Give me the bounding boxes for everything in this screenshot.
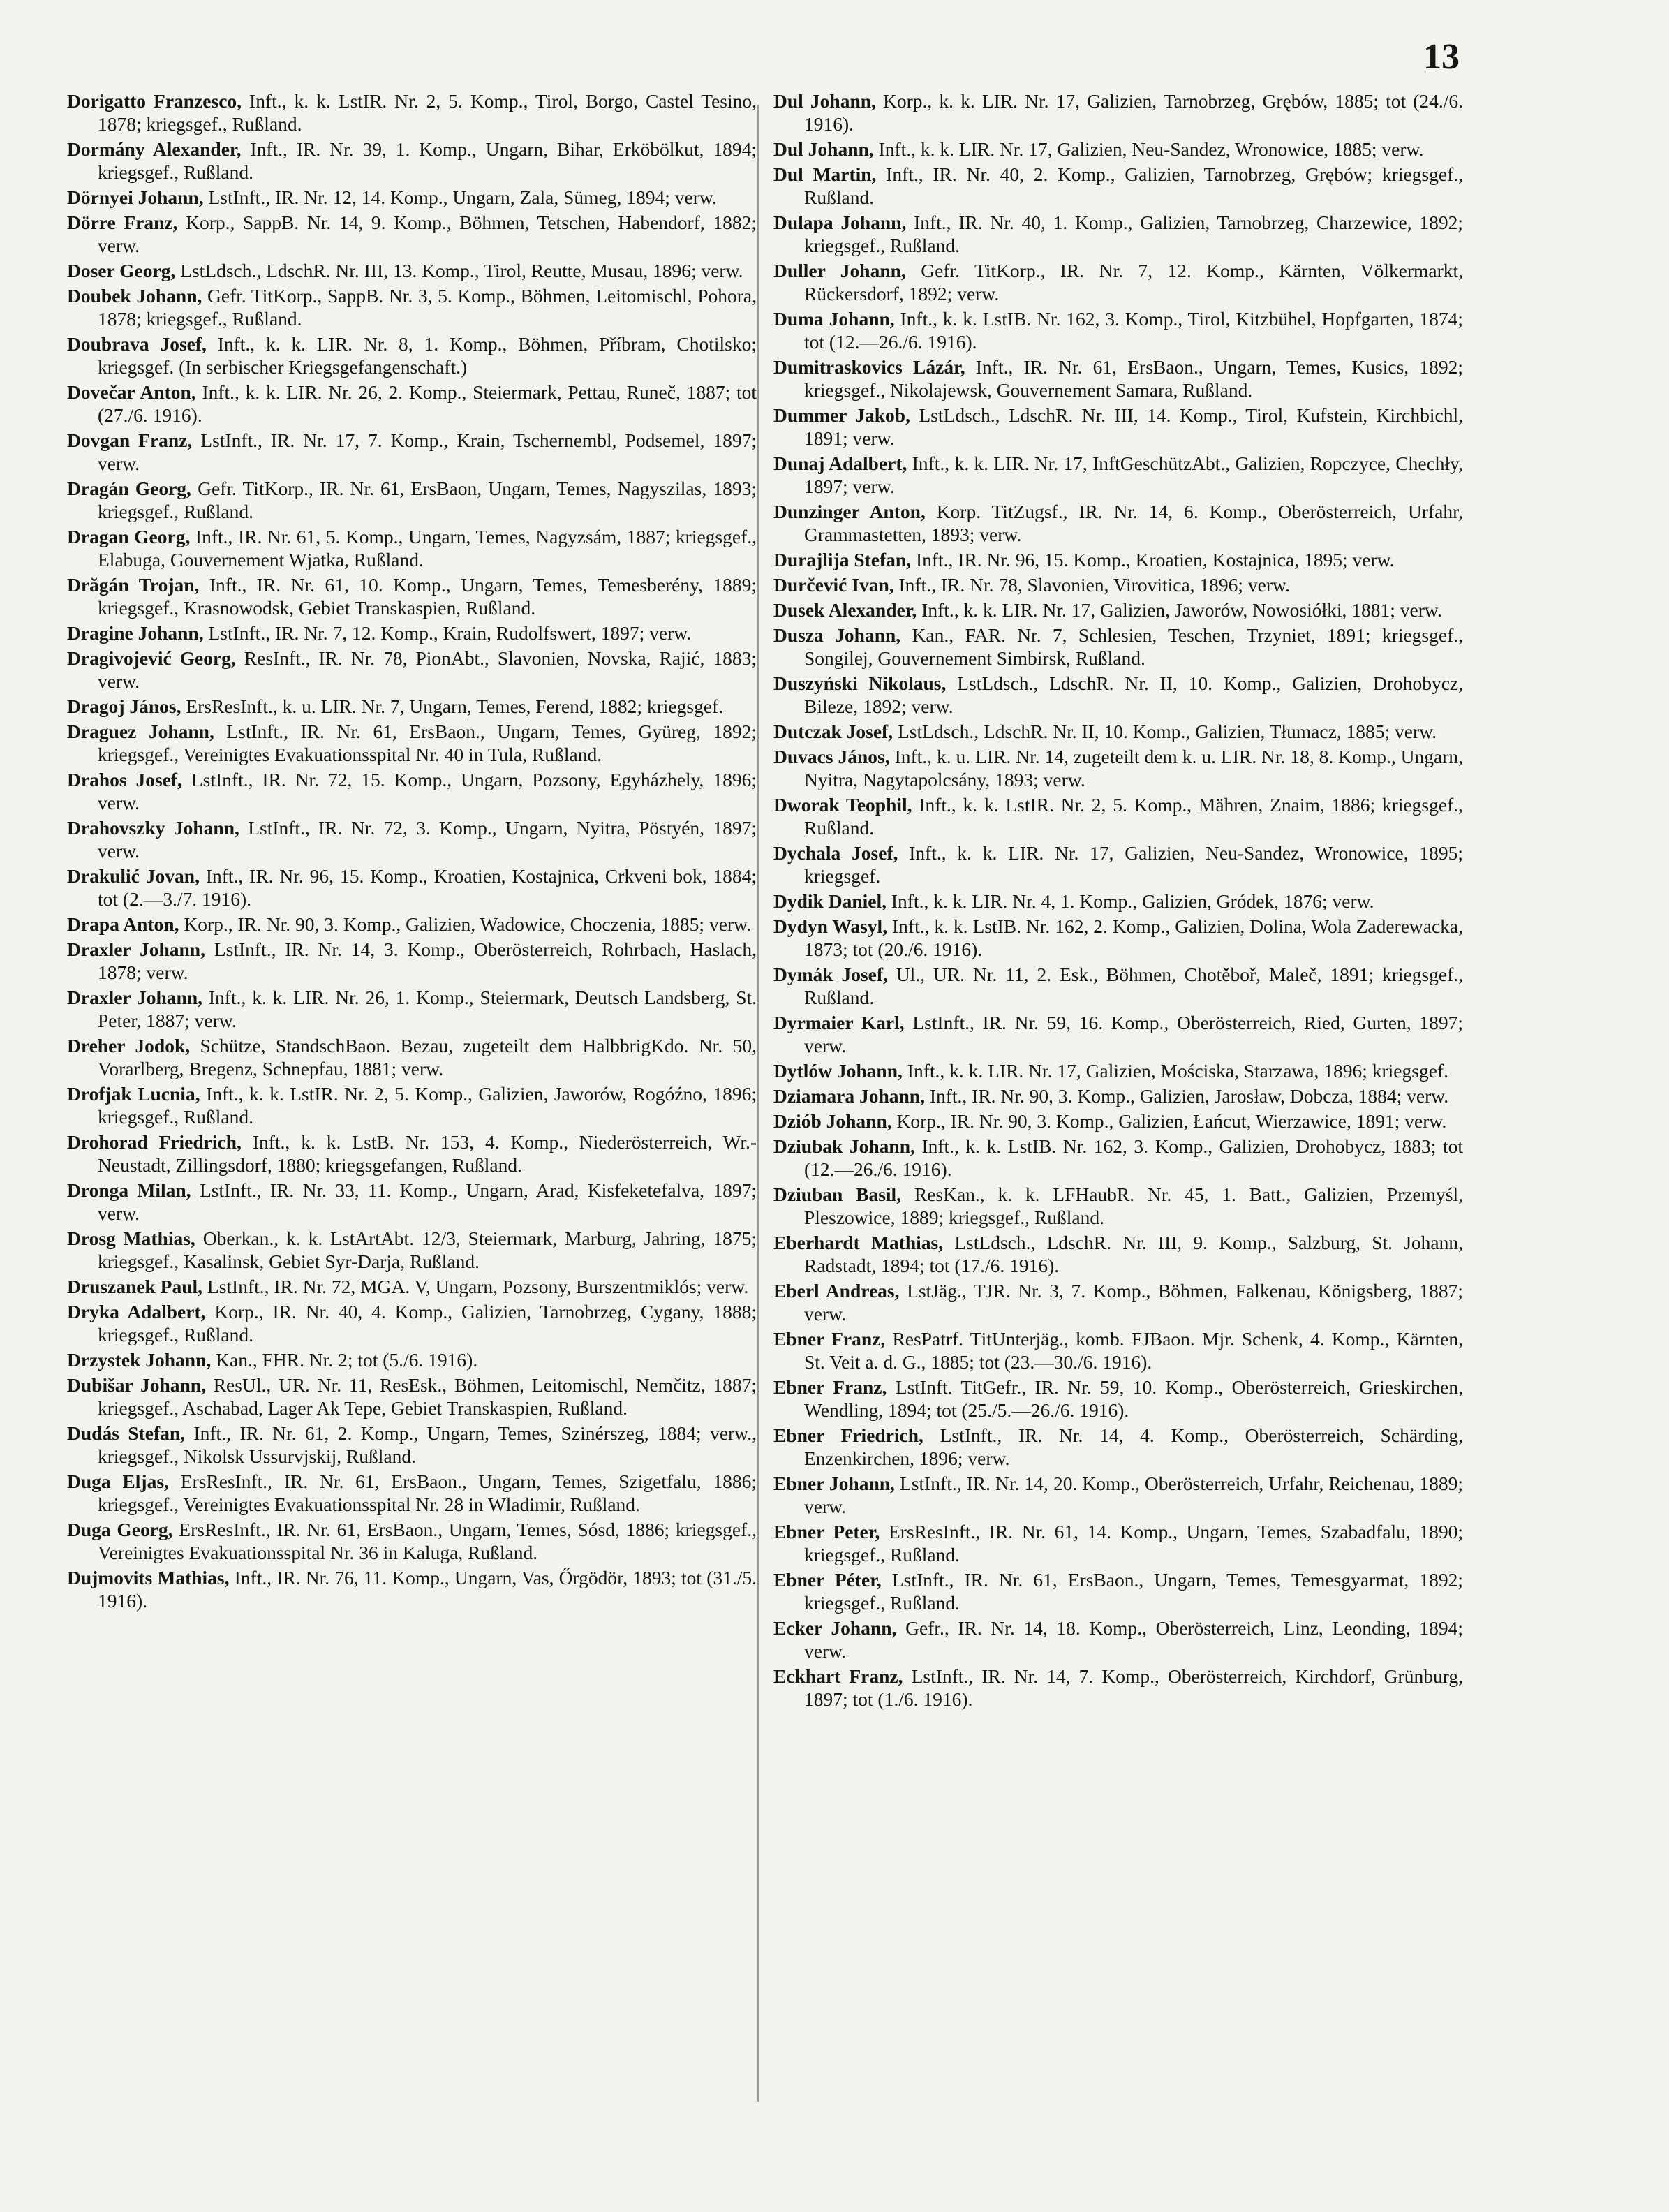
list-item: [773, 1279, 1463, 1325]
entry-name: Dunzinger Anton,: [773, 501, 926, 522]
entry-details: Korp., IR. Nr. 90, 3. Komp., Galizien, Wadowice, Choczenia, 1885; verw.: [184, 913, 752, 935]
list-item: [67, 1034, 757, 1080]
entry-name: Doubrava Josef,: [67, 333, 207, 355]
entry-name: Drakulić Jovan,: [67, 865, 200, 887]
entry-details: ErsResInft., IR. Nr. 61, ErsBaon., Ungarn, Temes, Sósd, 1886; kriegsgef., Vereinigtes Evakuationsspital Nr. 36 in Kaluga, Rußland.: [98, 1519, 757, 1563]
entry-details: LstLdsch., LdschR. Nr. II, 10. Komp., Galizien, Drohobycz, Bileze, 1892; verw.: [804, 672, 1463, 717]
list-item: [67, 913, 757, 936]
list-item: [773, 1231, 1463, 1277]
list-item: [67, 938, 757, 984]
entry-name: Dusza Johann,: [773, 624, 901, 646]
entry-name: Dytlów Johann,: [773, 1060, 903, 1082]
entry-name: Dziób Johann,: [773, 1110, 892, 1132]
list-item: [773, 1616, 1463, 1662]
entry-details: ErsResInft., k. u. LIR. Nr. 7, Ungarn, Temes, Ferend, 1882; kriegsgef.: [186, 695, 724, 717]
entry-name: Dul Martin,: [773, 163, 877, 185]
list-item: [67, 864, 757, 910]
entry-details: Inft., IR. Nr. 61, ErsBaon., Ungarn, Temes, Kusics, 1892; kriegsgef., Nikolajewsk, Gouvernement Samara, Rußland.: [804, 356, 1463, 401]
entry-details: Inft., IR. Nr. 40, 2. Komp., Galizien, Tarnobrzeg, Grębów; kriegsgef., Rußland.: [804, 163, 1463, 208]
entry-name: Duma Johann,: [773, 308, 895, 330]
entry-name: Drohorad Friedrich,: [67, 1131, 242, 1153]
entry-name: Duvacs János,: [773, 746, 890, 767]
entry-details: Gefr. TitKorp., IR. Nr. 7, 12. Komp., Kärnten, Völkermarkt, Rückersdorf, 1892; verw.: [804, 260, 1463, 304]
entry-details: Inft., k. k. LstB. Nr. 153, 4. Komp., Niederösterreich, Wr.-Neustadt, Zillingsdorf, 1880; kriegsgefangen, Rußland.: [98, 1131, 757, 1176]
list-item: [67, 381, 757, 427]
list-item: [67, 284, 757, 330]
entry-name: Drosg Mathias,: [67, 1227, 195, 1249]
entry-details: Inft., k. k. LstIB. Nr. 162, 3. Komp., Galizien, Drohobycz, 1883; tot (12.—26./6. 1916).: [804, 1135, 1463, 1180]
entry-name: Duga Georg,: [67, 1519, 173, 1540]
left-column: [67, 89, 757, 2142]
list-item: [773, 890, 1463, 913]
entry-details: LstLdsch., LdschR. Nr. III, 9. Komp., Salzburg, St. Johann, Radstadt, 1894; tot (17./6. 1916).: [804, 1232, 1463, 1276]
entry-name: Dul Johann,: [773, 138, 874, 160]
entry-name: Dragine Johann,: [67, 622, 204, 644]
entry-details: Inft., IR. Nr. 90, 3. Komp., Galizien, Jarosław, Dobcza, 1884; verw.: [929, 1085, 1449, 1107]
entry-details: Korp., SappB. Nr. 14, 9. Komp., Böhmen, Tetschen, Habendorf, 1882; verw.: [98, 212, 757, 256]
entry-details: Inft., k. k. LstIR. Nr. 2, 5. Komp., Mähren, Znaim, 1886; kriegsgef., Rußland.: [804, 794, 1463, 839]
entry-name: Dyrmaier Karl,: [773, 1012, 905, 1033]
entry-details: ErsResInft., IR. Nr. 61, ErsBaon., Ungarn, Temes, Szigetfalu, 1886; kriegsgef., Vereinigtes Evakuationsspital Nr. 28 in Wladimir, Rußland.: [98, 1470, 757, 1515]
entry-name: Eberl Andreas,: [773, 1280, 900, 1302]
entry-name: Durajlija Stefan,: [773, 549, 912, 570]
list-item: [773, 672, 1463, 718]
entry-name: Dreher Jodok,: [67, 1035, 191, 1056]
entry-name: Dujmovits Mathias,: [67, 1567, 230, 1588]
entry-name: Eberhardt Mathias,: [773, 1232, 944, 1253]
list-item: [67, 525, 757, 571]
list-item: [773, 500, 1463, 546]
entry-details: Inft., k. k. LIR. Nr. 17, Galizien, Mościska, Starzawa, 1896; kriegsgef.: [907, 1060, 1448, 1082]
list-item: [773, 452, 1463, 498]
entry-name: Eckhart Franz,: [773, 1665, 903, 1687]
entry-name: Draxler Johann,: [67, 938, 205, 960]
list-item: [67, 259, 757, 282]
entry-name: Dovečar Anton,: [67, 381, 196, 403]
list-item: [67, 768, 757, 814]
entry-name: Ebner Franz,: [773, 1376, 887, 1398]
list-item: [67, 1470, 757, 1516]
entry-details: LstInft., IR. Nr. 61, ErsBaon., Ungarn, Temes, Gyüreg, 1892; kriegsgef., Vereinigtes Evakuationsspital Nr. 40 in Tula, Rußland.: [98, 721, 757, 765]
list-item: [67, 695, 757, 718]
entry-name: Dul Johann,: [773, 90, 876, 112]
entry-name: Dutczak Josef,: [773, 721, 893, 742]
entry-name: Dragoj János,: [67, 695, 181, 717]
entry-name: Dudás Stefan,: [67, 1422, 186, 1444]
list-item: [67, 573, 757, 619]
entry-name: Ebner Franz,: [773, 1328, 886, 1350]
entry-name: Drapa Anton,: [67, 913, 179, 935]
entry-name: Dziamara Johann,: [773, 1085, 925, 1107]
entry-details: Inft., k. k. LIR. Nr. 17, InftGeschützAbt., Galizien, Ropczyce, Chechły, 1897; verw.: [804, 452, 1463, 497]
entry-details: Schütze, StandschBaon. Bezau, zugeteilt dem HalbbrigKdo. Nr. 50, Vorarlberg, Bregenz, Schnepfau, 1881; verw.: [98, 1035, 757, 1079]
list-item: [773, 1665, 1463, 1711]
entry-name: Ebner Peter,: [773, 1521, 880, 1542]
entry-details: Inft., IR. Nr. 61, 2. Komp., Ungarn, Temes, Szinérszeg, 1884; verw., kriegsgef., Nikolsk Ussurvjskij, Rußland.: [98, 1422, 757, 1467]
list-item: [67, 1422, 757, 1468]
entry-name: Dummer Jakob,: [773, 404, 910, 426]
list-item: [67, 1348, 757, 1371]
entry-details: LstJäg., TJR. Nr. 3, 7. Komp., Böhmen, Falkenau, Königsberg, 1887; verw.: [804, 1280, 1463, 1325]
entry-name: Ebner Péter,: [773, 1569, 882, 1591]
entry-name: Drofjak Lucnia,: [67, 1083, 200, 1105]
entry-details: Oberkan., k. k. LstArtAbt. 12/3, Steiermark, Marburg, Jahring, 1875; kriegsgef., Kasalinsk, Gebiet Syr-Darja, Rußland.: [98, 1227, 757, 1272]
entry-name: Duszyński Nikolaus,: [773, 672, 947, 694]
entry-name: Drzystek Johann,: [67, 1349, 212, 1371]
list-item: [67, 621, 757, 644]
entry-name: Dusek Alexander,: [773, 599, 917, 621]
entry-details: Gefr. TitKorp., SappB. Nr. 3, 5. Komp., Böhmen, Leitomischl, Pohora, 1878; kriegsgef., Rußland.: [98, 285, 757, 330]
entry-details: LstInft., IR. Nr. 14, 3. Komp., Oberösterreich, Rohrbach, Haslach, 1878; verw.: [98, 938, 757, 983]
entry-details: Kan., FHR. Nr. 2; tot (5./6. 1916).: [216, 1349, 478, 1371]
entry-name: Dragivojević Georg,: [67, 647, 236, 669]
list-item: [67, 1082, 757, 1128]
list-item: [773, 720, 1463, 743]
entry-name: Dörnyei Johann,: [67, 186, 204, 208]
list-item: [773, 138, 1463, 161]
entry-details: Gefr., IR. Nr. 14, 18. Komp., Oberösterreich, Linz, Leonding, 1894; verw.: [804, 1617, 1463, 1662]
entry-details: Kan., FAR. Nr. 7, Schlesien, Teschen, Trzyniet, 1891; kriegsgef., Songilej, Gouvernement Simbirsk, Rußland.: [804, 624, 1463, 669]
entry-name: Druszanek Paul,: [67, 1276, 203, 1297]
entry-name: Dziubak Johann,: [773, 1135, 915, 1157]
entry-name: Dworak Teophil,: [773, 794, 912, 816]
entry-details: Inft., k. k. LIR. Nr. 4, 1. Komp., Galizien, Gródek, 1876; verw.: [891, 890, 1374, 912]
list-item: [67, 1227, 757, 1273]
list-item: [67, 332, 757, 378]
list-item: [773, 1568, 1463, 1614]
list-item: [773, 1183, 1463, 1229]
list-item: [773, 915, 1463, 961]
entry-details: LstInft., IR. Nr. 59, 16. Komp., Oberösterreich, Ried, Gurten, 1897; verw.: [804, 1012, 1463, 1056]
list-item: [67, 647, 757, 693]
list-item: [773, 841, 1463, 887]
entry-details: Inft., k. k. LIR. Nr. 26, 1. Komp., Steiermark, Deutsch Landsberg, St. Peter, 1887; verw.: [98, 987, 757, 1031]
entry-details: Inft., k. u. LIR. Nr. 14, zugeteilt dem k. u. LIR. Nr. 18, 8. Komp., Ungarn, Nyitra, Nagytapolcsány, 1893; verw.: [804, 746, 1463, 790]
list-item: [67, 986, 757, 1032]
list-item: [67, 1300, 757, 1346]
list-item: [773, 963, 1463, 1009]
list-item: [67, 1373, 757, 1420]
list-item: [773, 211, 1463, 257]
entry-details: LstInft., IR. Nr. 17, 7. Komp., Krain, Tschernembl, Podsemel, 1897; verw.: [98, 429, 757, 474]
list-item: [67, 89, 757, 135]
entry-details: Inft., k. k. LIR. Nr. 17, Galizien, Neu-Sandez, Wronowice, 1895; kriegsgef.: [804, 842, 1463, 887]
entry-name: Dubišar Johann,: [67, 1374, 206, 1396]
list-item: [773, 307, 1463, 353]
entry-details: Inft., k. k. LIR. Nr. 17, Galizien, Jaworów, Nowosiółki, 1881; verw.: [921, 599, 1442, 621]
entry-details: Ul., UR. Nr. 11, 2. Esk., Böhmen, Chotěboř, Maleč, 1891; kriegsgef., Rußland.: [804, 964, 1463, 1008]
entry-details: Inft., IR. Nr. 61, 5. Komp., Ungarn, Temes, Nagyzsám, 1887; kriegsgef., Elabuga, Gouvernement Wjatka, Rußland.: [98, 526, 757, 570]
entry-details: LstInft., IR. Nr. 33, 11. Komp., Ungarn, Arad, Kisfeketefalva, 1897; verw.: [98, 1179, 757, 1224]
entry-details: LstInft., IR. Nr. 72, 15. Komp., Ungarn, Pozsony, Egyházhely, 1896; verw.: [98, 769, 757, 813]
page-body: [67, 89, 1463, 2142]
entry-details: Inft., k. k. LstIB. Nr. 162, 3. Komp., Tirol, Kitzbühel, Hopfgarten, 1874; tot (12.—26./6. 1916).: [804, 308, 1463, 353]
entry-details: Korp., IR. Nr. 40, 4. Komp., Galizien, Tarnobrzeg, Cygany, 1888; kriegsgef., Rußland.: [98, 1301, 757, 1345]
entry-name: Doser Georg,: [67, 260, 176, 281]
list-item: [773, 1135, 1463, 1181]
list-item: [67, 429, 757, 475]
entry-name: Ecker Johann,: [773, 1617, 897, 1639]
entry-details: LstInft., IR. Nr. 14, 7. Komp., Oberösterreich, Kirchdorf, Grünburg, 1897; tot (1./6. 1916).: [804, 1665, 1463, 1710]
list-item: [773, 624, 1463, 670]
list-item: [67, 186, 757, 209]
list-item: [67, 1518, 757, 1564]
entry-name: Dorigatto Franzesco,: [67, 90, 242, 112]
list-item: [67, 1566, 757, 1612]
entry-details: LstInft., IR. Nr. 61, ErsBaon., Ungarn, Temes, Temesgyarmat, 1892; kriegsgef., Rußland.: [804, 1569, 1463, 1614]
list-item: [67, 1130, 757, 1177]
entry-name: Ebner Friedrich,: [773, 1424, 923, 1446]
entry-name: Draguez Johann,: [67, 721, 214, 742]
entry-details: LstInft., IR. Nr. 14, 20. Komp., Oberösterreich, Urfahr, Reichenau, 1889; verw.: [804, 1473, 1463, 1517]
entry-name: Dymák Josef,: [773, 964, 888, 985]
entry-name: Draxler Johann,: [67, 987, 202, 1008]
entry-details: ResUl., UR. Nr. 11, ResEsk., Böhmen, Leitomischl, Nemčitz, 1887; kriegsgef., Aschabad, Lager Ak Tepe, Gebiet Transkaspien, Rußland.: [98, 1374, 757, 1419]
list-item: [773, 548, 1463, 571]
list-item: [773, 1084, 1463, 1107]
entry-name: Drahos Josef,: [67, 769, 182, 790]
entry-name: Dragán Georg,: [67, 478, 191, 499]
list-item: [773, 1109, 1463, 1133]
entry-details: LstInft., IR. Nr. 72, 3. Komp., Ungarn, Nyitra, Pöstyén, 1897; verw.: [98, 817, 757, 862]
entry-details: Inft., k. k. LstIR. Nr. 2, 5. Komp., Tirol, Borgo, Castel Tesino, 1878; kriegsgef., Rußland.: [98, 90, 757, 135]
list-item: [773, 1376, 1463, 1422]
list-item: [67, 816, 757, 862]
list-item: [67, 1275, 757, 1298]
list-item: [773, 573, 1463, 596]
entry-name: Duga Eljas,: [67, 1470, 169, 1492]
entry-name: Dörre Franz,: [67, 212, 178, 233]
entry-details: Korp. TitZugsf., IR. Nr. 14, 6. Komp., Oberösterreich, Urfahr, Grammastetten, 1893; verw.: [804, 501, 1463, 545]
entry-details: Inft., IR. Nr. 78, Slavonien, Virovitica, 1896; verw.: [898, 574, 1290, 596]
entry-details: LstInft., IR. Nr. 12, 14. Komp., Ungarn, Zala, Sümeg, 1894; verw.: [208, 186, 717, 208]
list-item: [773, 1520, 1463, 1566]
entry-name: Ebner Johann,: [773, 1473, 895, 1494]
list-item: [773, 1059, 1463, 1082]
list-item: [773, 163, 1463, 209]
list-item: [773, 745, 1463, 791]
entry-details: LstInft., IR. Nr. 14, 4. Komp., Oberösterreich, Schärding, Enzenkirchen, 1896; verw.: [804, 1424, 1463, 1469]
list-item: [67, 720, 757, 766]
entry-details: LstInft. TitGefr., IR. Nr. 59, 10. Komp., Oberösterreich, Grieskirchen, Wendling, 1894; tot (25./5.—26./6. 1916).: [804, 1376, 1463, 1421]
entry-name: Drahovszky Johann,: [67, 817, 239, 839]
entry-details: LstInft., IR. Nr. 72, MGA. V, Ungarn, Pozsony, Burszentmiklós; verw.: [207, 1276, 749, 1297]
entry-name: Dziuban Basil,: [773, 1184, 902, 1205]
entry-details: ResKan., k. k. LFHaubR. Nr. 45, 1. Batt., Galizien, Przemyśl, Pleszowice, 1889; kriegsgef., Rußland.: [804, 1184, 1463, 1228]
entry-details: Inft., k. k. LIR. Nr. 8, 1. Komp., Böhmen, Příbram, Chotilsko; kriegsgef. (In serbischer Kriegsgefangenschaft.): [98, 333, 757, 378]
entry-name: Dydyn Wasyl,: [773, 915, 888, 937]
list-item: [773, 259, 1463, 305]
list-item: [67, 138, 757, 184]
entry-details: ResPatrf. TitUnterjäg., komb. FJBaon. Mjr. Schenk, 4. Komp., Kärnten, St. Veit a. d. G., 1885; tot (23.—30./6. 1916).: [804, 1328, 1463, 1373]
entry-name: Dronga Milan,: [67, 1179, 191, 1201]
list-item: [773, 1327, 1463, 1373]
entry-name: Duller Johann,: [773, 260, 906, 281]
entry-details: LstLdsch., LdschR. Nr. II, 10. Komp., Galizien, Tłumacz, 1885; verw.: [897, 721, 1437, 742]
list-item: [773, 598, 1463, 621]
entry-details: LstLdsch., LdschR. Nr. III, 13. Komp., Tirol, Reutte, Musau, 1896; verw.: [180, 260, 743, 281]
entry-name: Doubek Johann,: [67, 285, 202, 307]
entry-details: Korp., IR. Nr. 90, 3. Komp., Galizien, Łańcut, Wierzawice, 1891; verw.: [896, 1110, 1447, 1132]
right-column: [773, 89, 1463, 2142]
list-item: [67, 1179, 757, 1225]
entry-details: Inft., k. k. LstIB. Nr. 162, 2. Komp., Galizien, Dolina, Wola Zaderewacka, 1873; tot (20./6. 1916).: [804, 915, 1463, 960]
entry-details: Inft., IR. Nr. 96, 15. Komp., Kroatien, Kostajnica, 1895; verw.: [915, 549, 1395, 570]
list-item: [773, 355, 1463, 401]
entry-name: Dulapa Johann,: [773, 212, 907, 233]
list-item: [773, 404, 1463, 450]
entry-details: LstLdsch., LdschR. Nr. III, 14. Komp., Tirol, Kufstein, Kirchbichl, 1891; verw.: [804, 404, 1463, 449]
entry-name: Dydik Daniel,: [773, 890, 887, 912]
entry-name: Dychala Josef,: [773, 842, 898, 864]
entry-name: Dunaj Adalbert,: [773, 452, 907, 474]
entry-details: Inft., IR. Nr. 61, 10. Komp., Ungarn, Temes, Temesberény, 1889; kriegsgef., Krasnowodsk, Gebiet Transkaspien, Rußland.: [98, 574, 757, 619]
entry-details: ResInft., IR. Nr. 78, PionAbt., Slavonien, Novska, Rajić, 1883; verw.: [98, 647, 757, 692]
entry-name: Dryka Adalbert,: [67, 1301, 206, 1322]
entry-name: Dovgan Franz,: [67, 429, 193, 451]
entry-details: Korp., k. k. LIR. Nr. 17, Galizien, Tarnobrzeg, Grębów, 1885; tot (24./6. 1916).: [804, 90, 1463, 135]
entry-name: Dumitraskovics Lázár,: [773, 356, 965, 378]
list-item: [67, 477, 757, 523]
entry-details: LstInft., IR. Nr. 7, 12. Komp., Krain, Rudolfswert, 1897; verw.: [208, 622, 692, 644]
list-item: [773, 1472, 1463, 1518]
entry-details: Inft., IR. Nr. 39, 1. Komp., Ungarn, Bihar, Erköbölkut, 1894; kriegsgef., Rußland.: [98, 138, 757, 183]
entry-name: Dormány Alexander,: [67, 138, 242, 160]
list-item: [773, 89, 1463, 135]
entry-details: Inft., IR. Nr. 96, 15. Komp., Kroatien, Kostajnica, Crkveni bok, 1884; tot (2.—3./7. 1916).: [98, 865, 757, 910]
entry-details: ErsResInft., IR. Nr. 61, 14. Komp., Ungarn, Temes, Szabadfalu, 1890; kriegsgef., Rußland.: [804, 1521, 1463, 1565]
entry-details: Gefr. TitKorp., IR. Nr. 61, ErsBaon, Ungarn, Temes, Nagyszilas, 1893; kriegsgef., Rußland.: [98, 478, 757, 522]
list-item: [773, 1424, 1463, 1470]
entry-details: Inft., k. k. LIR. Nr. 17, Galizien, Neu-Sandez, Wronowice, 1885; verw.: [878, 138, 1424, 160]
entry-details: Inft., IR. Nr. 40, 1. Komp., Galizien, Tarnobrzeg, Charzewice, 1892; kriegsgef., Rußland.: [804, 212, 1463, 256]
list-item: [773, 1011, 1463, 1057]
entry-name: Dragan Georg,: [67, 526, 191, 547]
entry-details: Inft., IR. Nr. 76, 11. Komp., Ungarn, Vas, Őrgödör, 1893; tot (31./5. 1916).: [98, 1567, 757, 1612]
list-item: [67, 211, 757, 257]
entry-name: Durčević Ivan,: [773, 574, 894, 596]
entry-name: Drăgán Trojan,: [67, 574, 200, 596]
entry-details: Inft., k. k. LstIR. Nr. 2, 5. Komp., Galizien, Jaworów, Rogóźno, 1896; kriegsgef., Rußland.: [98, 1083, 757, 1128]
list-item: [773, 793, 1463, 839]
entry-details: Inft., k. k. LIR. Nr. 26, 2. Komp., Steiermark, Pettau, Runeč, 1887; tot (27./6. 1916).: [98, 381, 757, 426]
page-number: 13: [1423, 37, 1460, 77]
